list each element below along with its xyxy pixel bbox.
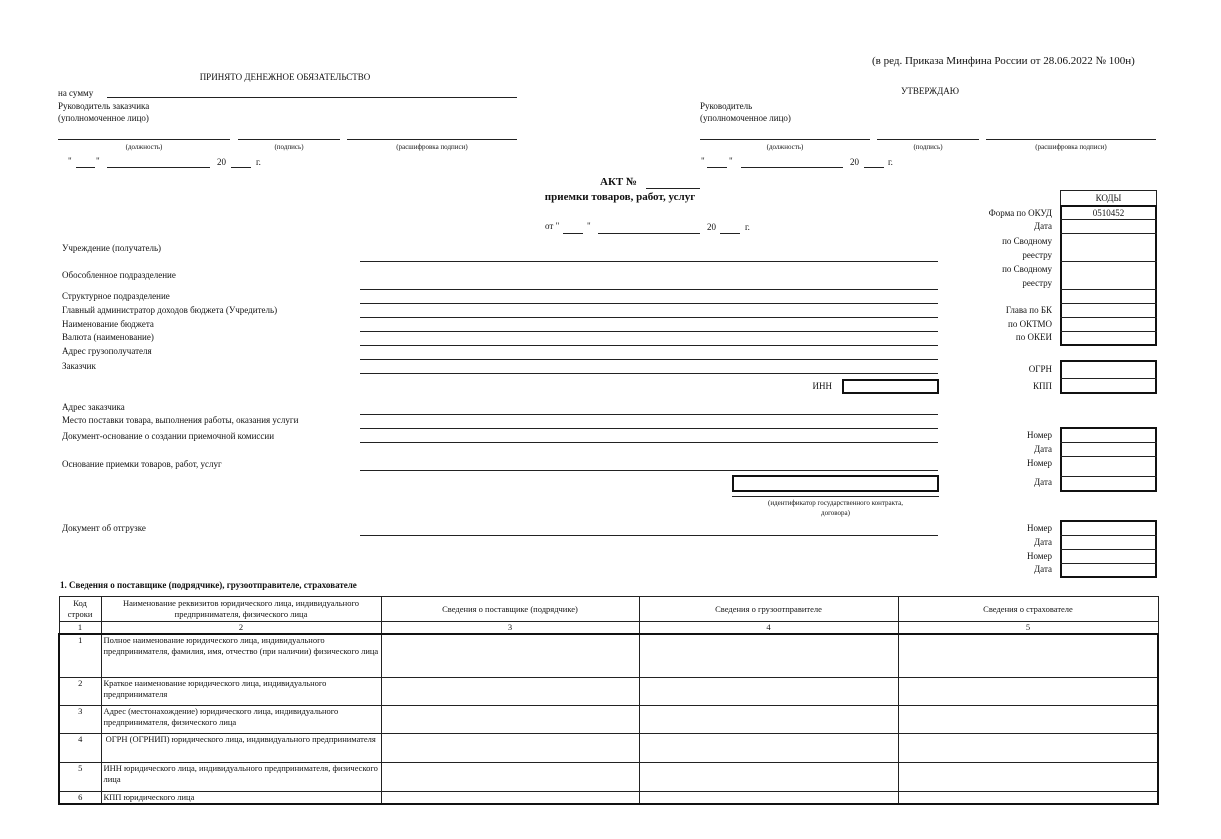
left-date-quote-close: " [96,156,100,166]
row-name: ИНН юридического лица, индивидуального предпринимателя, физического лица [101,762,381,791]
shipping-date-2-label: Дата [1034,564,1052,574]
oktmo-label: по ОКТМО [1008,319,1052,329]
structural-unit-label: Структурное подразделение [62,291,170,301]
right-date-quote-close: " [729,156,733,166]
codes-divider [1060,331,1157,332]
left-signature-field[interactable] [238,139,340,140]
commission-doc-label: Документ-основание о создании приемочной комиссии [62,431,275,441]
box-divider [1060,563,1157,564]
left-date-suffix: г. [256,157,261,167]
customer-address-label: Адрес заказчика [62,402,125,412]
box-divider [1060,549,1157,550]
right-position-field[interactable] [700,139,870,140]
institution-field[interactable] [360,261,938,262]
codes-header: КОДЫ [1060,190,1157,206]
insurer-cell[interactable] [898,677,1158,705]
codes-divider [1060,317,1157,318]
shipping-date-2-field[interactable] [1063,565,1154,576]
commission-date-label: Дата [1034,444,1052,454]
right-date-year-prefix: 20 [850,157,859,167]
supplier-cell[interactable] [381,791,639,804]
codes-box [1060,205,1157,346]
delivery-place-field[interactable] [360,428,938,429]
row-name: ОГРН (ОГРНИП) юридического лица, индивидуального предпринимателя [101,733,381,762]
ogrn-label: ОГРН [1028,364,1052,374]
commission-number-label: Номер [1026,430,1052,440]
registry1-label-a: по Сводному [1002,236,1052,246]
act-subtitle: приемки товаров, работ, услуг [544,191,696,203]
left-decoding-caption: (расшифровка подписи) [396,143,468,151]
shipping-doc-field[interactable] [360,535,938,536]
customer-field[interactable] [360,373,938,374]
table-row [59,762,1158,791]
box-divider [1060,442,1157,443]
institution-label: Учреждение (получатель) [62,243,162,253]
shipping-date-label: Дата [1034,537,1052,547]
shipper-cell[interactable] [639,791,898,804]
shipper-cell[interactable] [639,705,898,733]
shipping-number-2-field[interactable] [1063,551,1154,562]
row-name: Полное наименование юридического лица, индивидуального предпринимателя, фамилия, имя, отчество (при наличии) физического лица [101,634,381,677]
basis-date-label: Дата [1034,477,1052,487]
row-code: 1 [59,634,101,677]
basis-date-field[interactable] [1063,478,1154,489]
registry1-label-b: реестру [1022,250,1052,260]
row-name: Адрес (местонахождение) юридического лица, индивидуального предпринимателя, физического лица [101,705,381,733]
basis-number-field[interactable] [1063,458,1154,475]
box-divider [1060,456,1157,457]
row-name: КПП юридического лица [101,791,381,804]
column-number: 3 [381,622,639,635]
shipper-cell[interactable] [639,634,898,677]
box-divider [1060,476,1157,477]
approver-label-2: (уполномоченное лицо) [700,113,791,123]
contract-id-caption-1: (идентификатор государственного контракта, [768,499,903,507]
act-date-suffix: г. [745,222,750,232]
currency-field[interactable] [360,345,938,346]
supplier-cell[interactable] [381,705,639,733]
shipper-cell[interactable] [639,762,898,791]
right-signature-field[interactable] [877,139,979,140]
separate-unit-field[interactable] [360,289,938,290]
box-divider [1060,535,1157,536]
right-date-year-field[interactable] [864,167,884,168]
shipping-doc-label: Документ об отгрузке [62,523,146,533]
amount-field[interactable] [107,97,517,98]
okud-label: Форма по ОКУД [988,208,1052,218]
kpp-label: КПП [1032,381,1052,391]
insurer-cell[interactable] [898,733,1158,762]
row-code: 6 [59,791,101,804]
act-date-quote-close: " [587,221,591,231]
act-date-day-field[interactable] [563,233,583,234]
left-date-quote-open: " [68,156,72,166]
kpp-field[interactable] [1063,380,1154,392]
approve-title: УТВЕРЖДАЮ [900,86,959,96]
commission-date-field[interactable] [1063,444,1154,455]
acceptance-basis-field[interactable] [360,470,938,471]
right-position-caption: (должность) [766,143,804,151]
customer-label: Заказчик [62,361,96,371]
customer-head-label-2: (уполномоченное лицо) [58,113,149,123]
amount-label: на сумму [58,88,94,98]
act-date-year-prefix: 20 [707,222,716,232]
left-decoding-field[interactable] [347,139,517,140]
ogrn-kpp-divider [1060,378,1157,379]
header-requisite-name: Наименование реквизитов юридического лица, индивидуального предпринимателя, физического лица [101,597,381,622]
shipping-number-field[interactable] [1063,523,1154,534]
right-date-day-field[interactable] [707,167,727,168]
supplier-cell[interactable] [381,677,639,705]
commission-doc-field[interactable] [360,442,938,443]
header-shipper: Сведения о грузоотправителе [639,597,898,622]
table-row [59,677,1158,705]
inn-field[interactable] [842,379,939,394]
ogrn-field[interactable] [1063,363,1154,377]
registry2-label-a: по Сводному [1002,264,1052,274]
act-date-prefix: от " [545,221,560,231]
codes-divider [1060,261,1157,262]
shipper-cell[interactable] [639,677,898,705]
act-date-year-field[interactable] [720,233,740,234]
accepted-obligation-title: ПРИНЯТО ДЕНЕЖНОЕ ОБЯЗАТЕЛЬСТВО [199,72,371,82]
right-date-quote-open: " [701,156,705,166]
shipper-cell[interactable] [639,733,898,762]
supplier-cell[interactable] [381,762,639,791]
left-date-year-prefix: 20 [217,157,226,167]
consignee-address-label: Адрес грузополучателя [62,346,152,356]
contract-id-field[interactable] [732,475,939,492]
insurer-cell[interactable] [898,705,1158,733]
act-date-month-field[interactable] [598,233,700,234]
currency-label: Валюта (наименование) [62,332,154,342]
section1-title: 1. Сведения о поставщике (подрядчике), грузоотправителе, страхователе [60,580,357,590]
table-row [59,733,1158,762]
basis-number-label: Номер [1026,458,1052,468]
left-date-month-field[interactable] [107,167,210,168]
column-number: 5 [898,622,1158,635]
contract-id-caption-2: договора) [821,509,850,517]
right-decoding-field[interactable] [986,139,1156,140]
column-number: 2 [101,622,381,635]
row-code: 3 [59,705,101,733]
separate-unit-label: Обособленное подразделение [62,270,176,280]
right-date-suffix: г. [888,157,893,167]
codes-divider [1060,233,1157,234]
chief-admin-field[interactable] [360,317,938,318]
insurer-cell[interactable] [898,634,1158,677]
date-code-label: Дата [1034,221,1052,231]
right-decoding-caption: (расшифровка подписи) [1035,143,1107,151]
supplier-info-table [58,596,1159,805]
row-code: 4 [59,733,101,762]
customer-address-field[interactable] [360,414,938,415]
act-title: АКТ № [600,176,638,188]
supplier-cell[interactable] [381,733,639,762]
registry2-label-b: реестру [1022,278,1052,288]
consignee-address-field[interactable] [360,359,938,360]
header-row-code: Код строки [59,597,101,622]
left-date-year-field[interactable] [231,167,251,168]
row-name: Краткое наименование юридического лица, индивидуального предпринимателя [101,677,381,705]
acceptance-basis-label: Основание приемки товаров, работ, услуг [62,459,222,469]
left-position-caption: (должность) [125,143,163,151]
right-date-month-field[interactable] [741,167,843,168]
shipping-number-label: Номер [1026,523,1052,533]
left-position-field[interactable] [58,139,230,140]
budget-name-label: Наименование бюджета [62,319,154,329]
codes-divider [1060,289,1157,290]
row-code: 5 [59,762,101,791]
glava-bk-label: Глава по БК [1005,305,1052,315]
chief-admin-label: Главный администратор доходов бюджета (Учредитель) [62,305,278,315]
shipping-date-field[interactable] [1063,537,1154,548]
edition-note: (в ред. Приказа Минфина России от 28.06.2022 № 100н) [872,55,1135,67]
approver-label-1: Руководитель [700,101,753,111]
right-signature-caption: (подпись) [913,143,943,151]
structural-unit-field[interactable] [360,303,938,304]
inn-label: ИНН [812,381,832,391]
left-date-day-field[interactable] [76,167,95,168]
header-supplier: Сведения о поставщике (подрядчике) [381,597,639,622]
delivery-place-label: Место поставки товара, выполнения работы, оказания услуги [62,415,299,425]
column-number: 4 [639,622,898,635]
column-number: 1 [59,622,101,635]
table-row [59,634,1158,677]
act-number-field[interactable] [646,188,700,189]
okei-label: по ОКЕИ [1015,332,1052,342]
contract-id-underline [732,496,939,497]
commission-number-field[interactable] [1063,430,1154,441]
codes-divider [1060,303,1157,304]
shipping-number-2-label: Номер [1026,551,1052,561]
budget-name-field[interactable] [360,331,938,332]
left-signature-caption: (подпись) [274,143,304,151]
codes-divider [1060,219,1157,220]
insurer-cell[interactable] [898,762,1158,791]
table-row [59,705,1158,733]
row-code: 2 [59,677,101,705]
insurer-cell[interactable] [898,791,1158,804]
customer-head-label-1: Руководитель заказчика [58,101,150,111]
okud-code-value: 0510452 [1092,208,1125,218]
header-insurer: Сведения о страхователе [898,597,1158,622]
table-row [59,791,1158,804]
supplier-cell[interactable] [381,634,639,677]
